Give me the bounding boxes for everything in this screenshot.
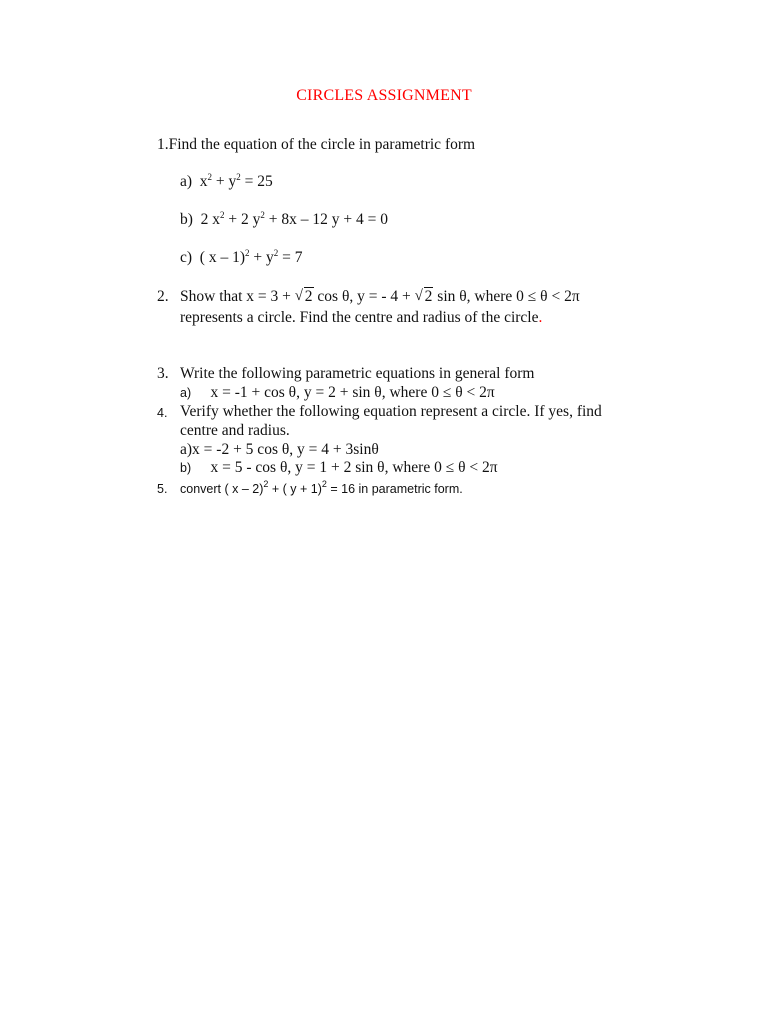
equation-text: + 8x – 12 y + 4 = 0 — [264, 211, 389, 228]
question-text: Show that x = 3 + — [180, 288, 291, 305]
equation-text: ( x – 1) — [199, 249, 245, 266]
exponent: 2 — [321, 479, 327, 489]
question-text: convert ( x – 2) — [180, 482, 264, 496]
question-4-line-2: centre and radius. — [180, 422, 290, 439]
equation-text: + 2 y — [224, 211, 261, 228]
sqrt-symbol — [415, 288, 434, 306]
item-marker: a) — [180, 173, 193, 190]
exponent: 2 — [245, 248, 250, 258]
item-marker: b) — [180, 211, 193, 228]
red-period: . — [538, 309, 543, 326]
question-4-line-1: Verify whether the following equation represent a circle. If yes, find — [180, 403, 602, 420]
question-1c — [180, 249, 303, 267]
exponent: 2 — [260, 210, 265, 220]
question-4-number: 4. — [157, 406, 168, 420]
question-1a — [180, 173, 273, 191]
question-text: = 16 in parametric form. — [326, 482, 463, 496]
exponent: 2 — [273, 248, 279, 258]
question-3a — [180, 384, 495, 402]
equation-text: = 25 — [240, 173, 273, 190]
question-5-number: 5. — [157, 482, 168, 496]
question-2-line-1 — [180, 288, 580, 306]
exponent: 2 — [236, 172, 241, 182]
question-2-line-2 — [180, 309, 542, 327]
question-5 — [180, 480, 463, 498]
question-3-number: 3. — [157, 365, 169, 382]
equation-text: 2 x — [200, 211, 221, 228]
assignment-title: CIRCLES ASSIGNMENT — [296, 87, 472, 104]
equation-text: x — [199, 173, 208, 190]
question-text: + ( y + 1) — [268, 482, 322, 496]
question-1: 1.Find the equation of the circle in parametric form — [157, 136, 476, 153]
item-marker: c) — [180, 249, 193, 266]
question-text: represents a circle. Find the centre and radius of the circle — [180, 309, 539, 326]
equation-text: + y — [212, 173, 237, 190]
equation-text: = 7 — [278, 249, 303, 266]
exponent: 2 — [220, 210, 225, 220]
question-3: Write the following parametric equations in general form — [180, 365, 535, 382]
item-marker: a) — [180, 386, 192, 400]
question-4b — [180, 459, 498, 477]
question-2-number: 2. — [157, 288, 169, 305]
equation-text: + y — [249, 249, 274, 266]
exponent: 2 — [263, 479, 269, 489]
radicand: 2 — [304, 288, 313, 305]
question-4a: a)x = -2 + 5 cos θ, y = 4 + 3sinθ — [180, 441, 379, 458]
question-text: sin θ, where 0 ≤ θ < 2π — [433, 288, 580, 305]
question-1b — [180, 211, 388, 229]
exponent: 2 — [207, 172, 213, 182]
equation-text: x = 5 - cos θ, y = 1 + 2 sin θ, where 0 ≤ θ < 2π — [210, 459, 498, 476]
sqrt-symbol — [295, 288, 314, 306]
item-marker: b) — [180, 461, 192, 475]
equation-text: x = -1 + cos θ, y = 2 + sin θ, where 0 ≤ θ < 2π — [210, 384, 495, 401]
radicand: 2 — [424, 288, 433, 305]
question-text: cos θ, y = - 4 + — [313, 288, 411, 305]
